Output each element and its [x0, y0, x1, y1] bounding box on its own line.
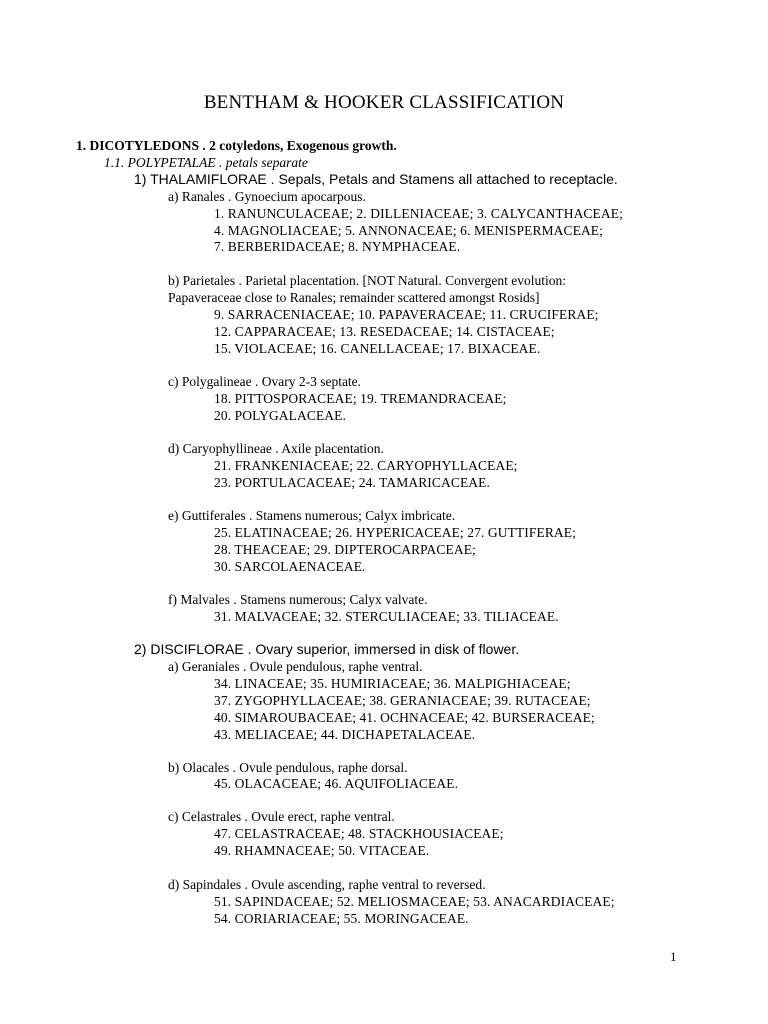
- family-line: 47. CELASTRACEAE; 48. STACKHOUSIACEAE;: [214, 826, 504, 841]
- family-line: 54. CORIARIACEAE; 55. MORINGACEAE.: [214, 911, 469, 926]
- order-heading-caryophyllineae: d) Caryophyllineae . Axile placentation.: [168, 441, 384, 456]
- family-line: 43. MELIACEAE; 44. DICHAPETALACEAE.: [214, 727, 476, 742]
- family-line: 45. OLACACEAE; 46. AQUIFOLIACEAE.: [214, 776, 459, 791]
- order-heading-geraniales: a) Geraniales . Ovule pendulous, raphe ventral.: [168, 659, 423, 674]
- order-heading-guttiferales: e) Guttiferales . Stamens numerous; Calyx imbricate.: [168, 508, 456, 523]
- family-line: 40. SIMAROUBACEAE; 41. OCHNACEAE; 42. BURSERACEAE;: [214, 710, 595, 725]
- page-number: 1: [670, 949, 677, 964]
- document-title: BENTHAM & HOOKER CLASSIFICATION: [203, 92, 565, 113]
- class-heading-dicotyledons: 1. DICOTYLEDONS . 2 cotyledons, Exogenous growth.: [76, 138, 397, 153]
- family-line: 30. SARCOLAENACEAE.: [214, 559, 366, 574]
- order-heading-olacales: b) Olacales . Ovule pendulous, raphe dorsal.: [168, 760, 408, 775]
- family-line: 51. SAPINDACEAE; 52. MELIOSMACEAE; 53. ANACARDIACEAE;: [214, 894, 615, 909]
- order-note-parietales: Papaveraceae close to Ranales; remainder scattered amongst Rosids]: [168, 290, 540, 305]
- order-heading-ranales: a) Ranales . Gynoecium apocarpous.: [168, 189, 366, 204]
- series-heading-thalamiflorae: 1) THALAMIFLORAE . Sepals, Petals and Stamens all attached to receptacle.: [134, 171, 618, 187]
- family-line: 31. MALVACEAE; 32. STERCULIACEAE; 33. TILIACEAE.: [214, 609, 559, 624]
- order-heading-celastrales: c) Celastrales . Ovule erect, raphe ventral.: [168, 809, 395, 824]
- subclass-heading-polypetalae: 1.1. POLYPETALAE . petals separate: [104, 155, 308, 170]
- family-line: 37. ZYGOPHYLLACEAE; 38. GERANIACEAE; 39. RUTACEAE;: [214, 693, 591, 708]
- family-line: 18. PITTOSPORACEAE; 19. TREMANDRACEAE;: [214, 391, 507, 406]
- family-line: 25. ELATINACEAE; 26. HYPERICACEAE; 27. GUTTIFERAE;: [214, 525, 576, 540]
- family-line: 34. LINACEAE; 35. HUMIRIACEAE; 36. MALPIGHIACEAE;: [214, 676, 571, 691]
- family-line: 9. SARRACENIACEAE; 10. PAPAVERACEAE; 11. CRUCIFERAE;: [214, 307, 599, 322]
- order-heading-malvales: f) Malvales . Stamens numerous; Calyx valvate.: [168, 592, 428, 607]
- family-line: 7. BERBERIDACEAE; 8. NYMPHACEAE.: [214, 239, 461, 254]
- order-heading-parietales: b) Parietales . Parietal placentation. [NOT Natural. Convergent evolution:: [168, 273, 567, 288]
- order-heading-sapindales: d) Sapindales . Ovule ascending, raphe ventral to reversed.: [168, 877, 486, 892]
- family-line: 28. THEACEAE; 29. DIPTEROCARPACEAE;: [214, 542, 476, 557]
- family-line: 23. PORTULACACEAE; 24. TAMARICACEAE.: [214, 475, 490, 490]
- family-line: 4. MAGNOLIACEAE; 5. ANNONACEAE; 6. MENISPERMACEAE;: [214, 223, 603, 238]
- family-line: 12. CAPPARACEAE; 13. RESEDACEAE; 14. CISTACEAE;: [214, 324, 555, 339]
- series-heading-disciflorae: 2) DISCIFLORAE . Ovary superior, immersed in disk of flower.: [134, 641, 520, 657]
- family-line: 15. VIOLACEAE; 16. CANELLACEAE; 17. BIXACEAE.: [214, 341, 541, 356]
- family-line: 1. RANUNCULACEAE; 2. DILLENIACEAE; 3. CALYCANTHACEAE;: [214, 206, 623, 221]
- order-heading-polygalineae: c) Polygalineae . Ovary 2-3 septate.: [168, 374, 362, 389]
- family-line: 21. FRANKENIACEAE; 22. CARYOPHYLLACEAE;: [214, 458, 518, 473]
- family-line: 49. RHAMNACEAE; 50. VITACEAE.: [214, 843, 430, 858]
- family-line: 20. POLYGALACEAE.: [214, 408, 346, 423]
